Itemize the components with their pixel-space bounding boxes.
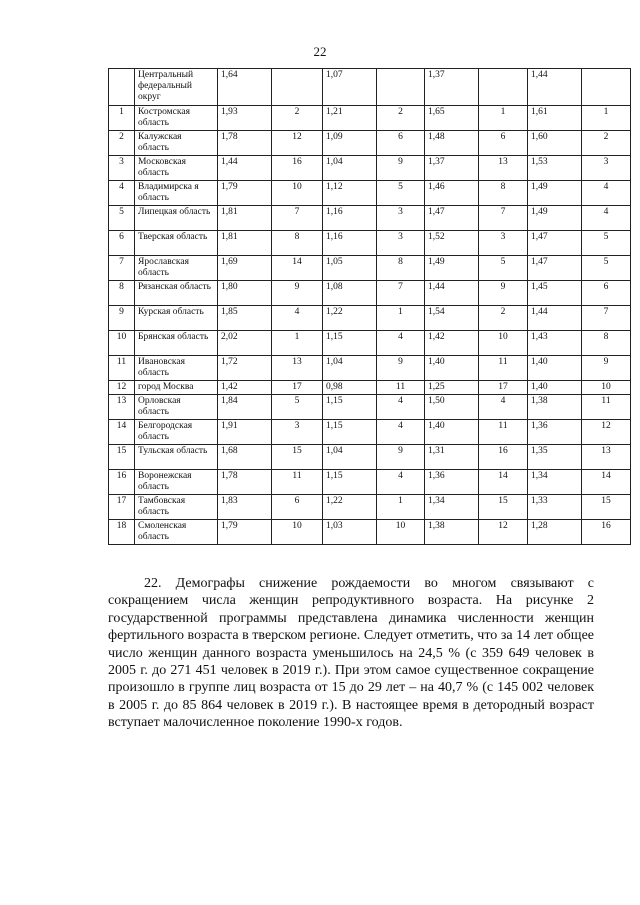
cell-v3: 1,40 [425, 356, 479, 381]
cell-v2: 1,05 [323, 256, 377, 281]
cell-v4: 1,35 [528, 445, 582, 470]
cell-num: 13 [109, 395, 135, 420]
cell-v4: 1,53 [528, 156, 582, 181]
cell-r4: 2 [582, 131, 631, 156]
cell-v3: 1,48 [425, 131, 479, 156]
cell-r2: 4 [377, 470, 425, 495]
cell-r1: 11 [272, 470, 323, 495]
cell-v2: 0,98 [323, 381, 377, 395]
cell-r3: 16 [479, 445, 528, 470]
cell-region: Калужская область [135, 131, 218, 156]
cell-r3: 12 [479, 520, 528, 545]
cell-v4: 1,34 [528, 470, 582, 495]
cell-v2: 1,08 [323, 281, 377, 306]
cell-v1: 1,80 [218, 281, 272, 306]
cell-r1 [272, 69, 323, 106]
cell-v1: 1,93 [218, 106, 272, 131]
cell-v3: 1,65 [425, 106, 479, 131]
cell-r3: 4 [479, 395, 528, 420]
cell-num: 3 [109, 156, 135, 181]
cell-v4: 1,28 [528, 520, 582, 545]
cell-r2: 3 [377, 231, 425, 256]
cell-num: 14 [109, 420, 135, 445]
cell-v4: 1,47 [528, 231, 582, 256]
cell-r3: 9 [479, 281, 528, 306]
cell-region: Орловская область [135, 395, 218, 420]
body-paragraph [108, 575, 594, 732]
cell-v2: 1,21 [323, 106, 377, 131]
table-row [109, 331, 631, 356]
cell-r2: 7 [377, 281, 425, 306]
cell-v3: 1,42 [425, 331, 479, 356]
cell-r3 [479, 69, 528, 106]
cell-r1: 13 [272, 356, 323, 381]
cell-v4: 1,33 [528, 495, 582, 520]
cell-v2: 1,16 [323, 206, 377, 231]
cell-r2 [377, 69, 425, 106]
cell-r4: 13 [582, 445, 631, 470]
table-row [109, 256, 631, 281]
cell-v3: 1,46 [425, 181, 479, 206]
cell-v4: 1,61 [528, 106, 582, 131]
cell-v1: 1,84 [218, 395, 272, 420]
cell-v1: 1,85 [218, 306, 272, 331]
cell-r1: 5 [272, 395, 323, 420]
cell-v2: 1,12 [323, 181, 377, 206]
cell-v2: 1,09 [323, 131, 377, 156]
table-row [109, 420, 631, 445]
cell-region: город Москва [135, 381, 218, 395]
cell-r1: 15 [272, 445, 323, 470]
cell-v1: 1,68 [218, 445, 272, 470]
cell-r4: 8 [582, 331, 631, 356]
cell-v4: 1,45 [528, 281, 582, 306]
table-row [109, 395, 631, 420]
cell-r3: 11 [479, 356, 528, 381]
cell-r2: 9 [377, 445, 425, 470]
cell-r4: 10 [582, 381, 631, 395]
cell-v1: 1,79 [218, 520, 272, 545]
cell-region: Ярославская область [135, 256, 218, 281]
cell-v1: 1,81 [218, 231, 272, 256]
cell-r2: 4 [377, 420, 425, 445]
cell-r4: 15 [582, 495, 631, 520]
cell-r4 [582, 69, 631, 106]
cell-r4: 7 [582, 306, 631, 331]
cell-v3: 1,47 [425, 206, 479, 231]
cell-r3: 7 [479, 206, 528, 231]
table-row [109, 445, 631, 470]
cell-v3: 1,40 [425, 420, 479, 445]
cell-r4: 5 [582, 231, 631, 256]
cell-r4: 11 [582, 395, 631, 420]
cell-r3: 3 [479, 231, 528, 256]
cell-num: 2 [109, 131, 135, 156]
cell-r4: 5 [582, 256, 631, 281]
cell-v4: 1,47 [528, 256, 582, 281]
table-row [109, 281, 631, 306]
table-row [109, 181, 631, 206]
cell-r1: 3 [272, 420, 323, 445]
cell-v3: 1,37 [425, 156, 479, 181]
cell-region: Костромская область [135, 106, 218, 131]
cell-v1: 1,42 [218, 381, 272, 395]
cell-r4: 9 [582, 356, 631, 381]
table-row [109, 69, 631, 106]
cell-r3: 2 [479, 306, 528, 331]
cell-r1: 2 [272, 106, 323, 131]
cell-region: Московская область [135, 156, 218, 181]
table-row [109, 356, 631, 381]
cell-num [109, 69, 135, 106]
table-row [109, 156, 631, 181]
paragraph-text: 22. Демографы снижение рождаемости во многом связывают с сокращением числа женщин репродуктивного возраста. На рисунке 2 государственной программы представлена динамика численности женщин фертильного возраста в тверском регионе. Следует отметить, что за 14 лет общее число женщин данного возраста уменьшилось на 24,5 % (с 359 649 человек в 2005 г. до 271 451 человек в 2019 г.). При этом самое существенное сокращение произошло в группе лиц возраста от 15 до 29 лет – на 40,7 % (с 145 002 человек в 2005 г. до 85 864 человек в 2019 г.). В настоящее время в детородный возраст вступает малочисленное поколение 1990-х годов. [108, 576, 594, 731]
table-row [109, 381, 631, 395]
region-table [108, 68, 631, 545]
cell-v4: 1,38 [528, 395, 582, 420]
cell-v1: 1,91 [218, 420, 272, 445]
cell-num: 8 [109, 281, 135, 306]
cell-region: Центральный федеральный округ [135, 69, 218, 106]
cell-r4: 12 [582, 420, 631, 445]
cell-r2: 8 [377, 256, 425, 281]
cell-r1: 4 [272, 306, 323, 331]
cell-v1: 1,83 [218, 495, 272, 520]
cell-v1: 1,69 [218, 256, 272, 281]
cell-region: Курская область [135, 306, 218, 331]
cell-r3: 10 [479, 331, 528, 356]
cell-r2: 10 [377, 520, 425, 545]
cell-r4: 3 [582, 156, 631, 181]
cell-v4: 1,40 [528, 381, 582, 395]
cell-r3: 8 [479, 181, 528, 206]
cell-r3: 13 [479, 156, 528, 181]
cell-r3: 17 [479, 381, 528, 395]
cell-num: 1 [109, 106, 135, 131]
table-row [109, 206, 631, 231]
cell-v2: 1,03 [323, 520, 377, 545]
table-row [109, 470, 631, 495]
cell-r2: 9 [377, 356, 425, 381]
cell-r4: 4 [582, 181, 631, 206]
cell-num: 11 [109, 356, 135, 381]
cell-region: Воронежская область [135, 470, 218, 495]
cell-region: Тульская область [135, 445, 218, 470]
cell-r2: 3 [377, 206, 425, 231]
cell-v1: 1,78 [218, 131, 272, 156]
cell-r1: 10 [272, 181, 323, 206]
cell-v3: 1,25 [425, 381, 479, 395]
cell-r1: 6 [272, 495, 323, 520]
cell-v3: 1,38 [425, 520, 479, 545]
cell-v4: 1,40 [528, 356, 582, 381]
table-row [109, 495, 631, 520]
cell-v4: 1,44 [528, 69, 582, 106]
cell-v2: 1,22 [323, 495, 377, 520]
cell-r2: 4 [377, 331, 425, 356]
cell-v4: 1,44 [528, 306, 582, 331]
cell-r3: 1 [479, 106, 528, 131]
table-row [109, 520, 631, 545]
cell-v2: 1,07 [323, 69, 377, 106]
cell-v4: 1,43 [528, 331, 582, 356]
cell-v3: 1,36 [425, 470, 479, 495]
cell-num: 16 [109, 470, 135, 495]
page-number: 22 [313, 44, 327, 59]
cell-v3: 1,54 [425, 306, 479, 331]
cell-num: 4 [109, 181, 135, 206]
cell-num: 10 [109, 331, 135, 356]
cell-v1: 1,78 [218, 470, 272, 495]
cell-r4: 6 [582, 281, 631, 306]
cell-v2: 1,04 [323, 356, 377, 381]
cell-region: Ивановская область [135, 356, 218, 381]
cell-v3: 1,52 [425, 231, 479, 256]
cell-num: 9 [109, 306, 135, 331]
cell-num: 6 [109, 231, 135, 256]
cell-v2: 1,15 [323, 470, 377, 495]
cell-r3: 11 [479, 420, 528, 445]
cell-v3: 1,50 [425, 395, 479, 420]
cell-r1: 16 [272, 156, 323, 181]
cell-v3: 1,34 [425, 495, 479, 520]
cell-r1: 14 [272, 256, 323, 281]
cell-r4: 14 [582, 470, 631, 495]
cell-r3: 15 [479, 495, 528, 520]
cell-v1: 2,02 [218, 331, 272, 356]
cell-v2: 1,04 [323, 445, 377, 470]
cell-v4: 1,36 [528, 420, 582, 445]
cell-v4: 1,60 [528, 131, 582, 156]
cell-r3: 5 [479, 256, 528, 281]
cell-r1: 1 [272, 331, 323, 356]
cell-r4: 1 [582, 106, 631, 131]
cell-v2: 1,15 [323, 331, 377, 356]
cell-region: Липецкая область [135, 206, 218, 231]
cell-v1: 1,44 [218, 156, 272, 181]
table-row [109, 131, 631, 156]
cell-v1: 1,79 [218, 181, 272, 206]
cell-r4: 16 [582, 520, 631, 545]
cell-r2: 9 [377, 156, 425, 181]
cell-region: Рязанская область [135, 281, 218, 306]
table-row [109, 231, 631, 256]
cell-v4: 1,49 [528, 206, 582, 231]
cell-r2: 4 [377, 395, 425, 420]
cell-num: 15 [109, 445, 135, 470]
cell-r2: 1 [377, 495, 425, 520]
cell-region: Владимирска я область [135, 181, 218, 206]
cell-v3: 1,37 [425, 69, 479, 106]
cell-region: Смоленская область [135, 520, 218, 545]
cell-v3: 1,31 [425, 445, 479, 470]
cell-num: 18 [109, 520, 135, 545]
cell-r3: 6 [479, 131, 528, 156]
cell-v1: 1,72 [218, 356, 272, 381]
cell-r2: 2 [377, 106, 425, 131]
cell-v2: 1,22 [323, 306, 377, 331]
table-row [109, 106, 631, 131]
cell-region: Тамбовская область [135, 495, 218, 520]
cell-v2: 1,15 [323, 420, 377, 445]
cell-region: Тверская область [135, 231, 218, 256]
cell-r1: 9 [272, 281, 323, 306]
cell-v1: 1,64 [218, 69, 272, 106]
cell-r1: 10 [272, 520, 323, 545]
cell-num: 7 [109, 256, 135, 281]
cell-v2: 1,04 [323, 156, 377, 181]
cell-r2: 11 [377, 381, 425, 395]
table-row [109, 306, 631, 331]
cell-num: 17 [109, 495, 135, 520]
cell-num: 5 [109, 206, 135, 231]
cell-r2: 5 [377, 181, 425, 206]
cell-r2: 1 [377, 306, 425, 331]
cell-r1: 8 [272, 231, 323, 256]
cell-v2: 1,15 [323, 395, 377, 420]
cell-v1: 1,81 [218, 206, 272, 231]
cell-r1: 12 [272, 131, 323, 156]
cell-region: Белгородская область [135, 420, 218, 445]
cell-v3: 1,49 [425, 256, 479, 281]
cell-r1: 17 [272, 381, 323, 395]
cell-v2: 1,16 [323, 231, 377, 256]
cell-v4: 1,49 [528, 181, 582, 206]
cell-r4: 4 [582, 206, 631, 231]
cell-r2: 6 [377, 131, 425, 156]
cell-num: 12 [109, 381, 135, 395]
cell-r3: 14 [479, 470, 528, 495]
cell-region: Брянская область [135, 331, 218, 356]
cell-v3: 1,44 [425, 281, 479, 306]
cell-r1: 7 [272, 206, 323, 231]
